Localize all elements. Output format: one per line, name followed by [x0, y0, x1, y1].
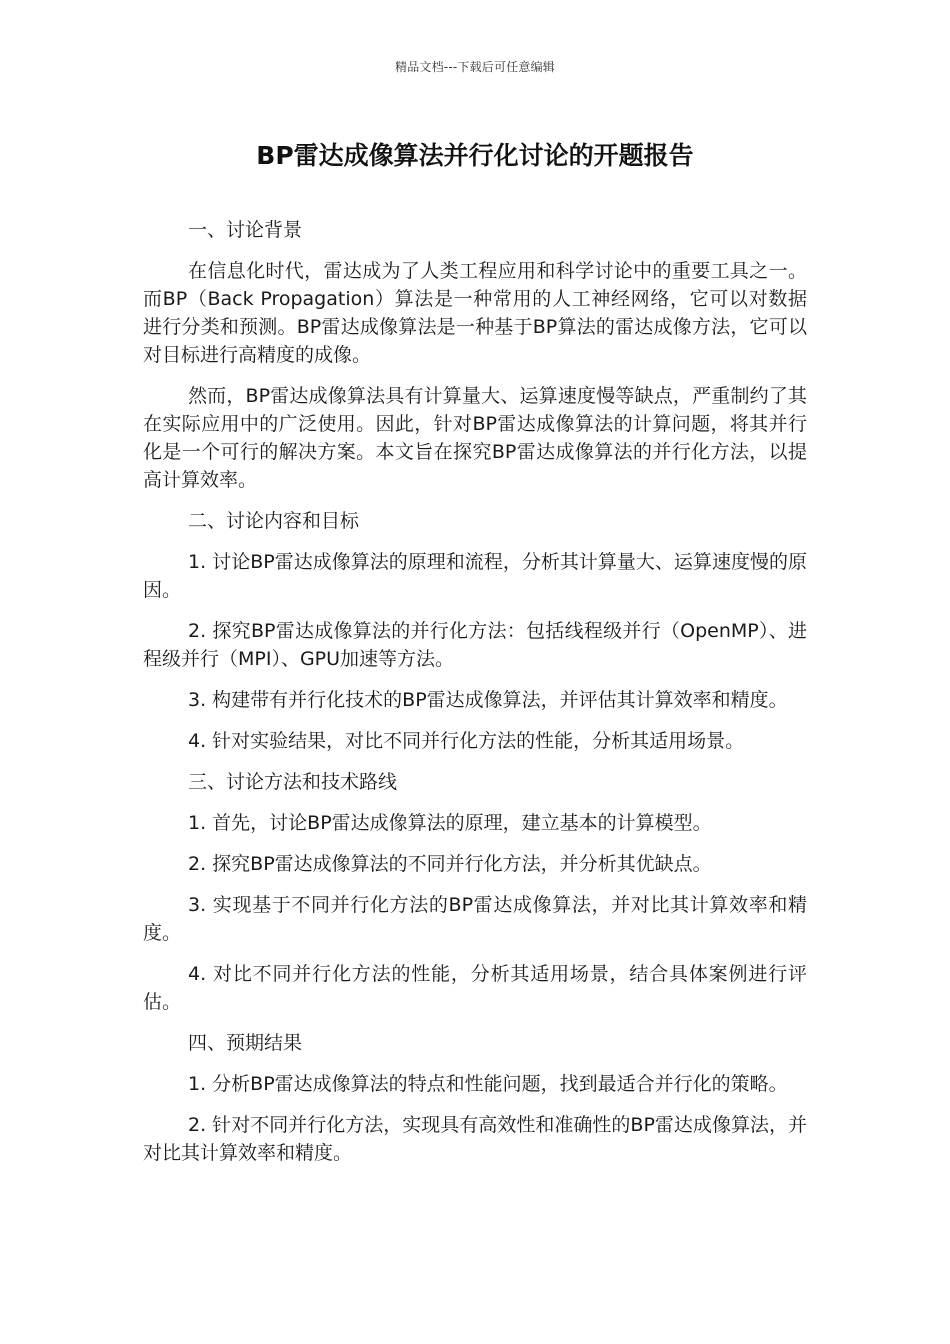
list-item: 4. 针对实验结果，对比不同并行化方法的性能，分析其适用场景。	[188, 730, 745, 752]
header-note: 精品文档---下载后可任意编辑	[395, 60, 555, 74]
list-item: 1. 讨论BP雷达成像算法的原理和流程，分析其计算量大、运算速度慢的原因。	[143, 551, 807, 601]
list-item: 2. 探究BP雷达成像算法的不同并行化方法，并分析其优缺点。	[188, 853, 712, 875]
list-item: 3. 构建带有并行化技术的BP雷达成像算法，并评估其计算效率和精度。	[188, 689, 788, 711]
section-heading-methods: 三、讨论方法和技术路线	[188, 771, 398, 793]
list-item: 3. 实现基于不同并行化方法的BP雷达成像算法，并对比其计算效率和精度。	[143, 894, 807, 944]
document-title: BP雷达成像算法并行化讨论的开题报告	[256, 141, 694, 170]
document-body	[143, 216, 807, 1180]
list-item: 2. 探究BP雷达成像算法的并行化方法：包括线程级并行（OpenMP）、进程级并行（MPI）、GPU加速等方法。	[143, 620, 807, 670]
section-heading-background: 一、讨论背景	[188, 219, 303, 241]
paragraph: 在信息化时代，雷达成为了人类工程应用和科学讨论中的重要工具之一。而BP（Back Propagation）算法是一种常用的人工神经网络，它可以对数据进行分类和预测。BP雷达成像算法是一种基于BP算法的雷达成像方法，它可以对目标进行高精度的成像。	[143, 260, 807, 366]
list-item: 1. 分析BP雷达成像算法的特点和性能问题，找到最适合并行化的策略。	[188, 1073, 788, 1095]
paragraph: 然而，BP雷达成像算法具有计算量大、运算速度慢等缺点，严重制约了其在实际应用中的广泛使用。因此，针对BP雷达成像算法的计算问题，将其并行化是一个可行的解决方案。本文旨在探究BP雷达成像算法的并行化方法，以提高计算效率。	[143, 385, 807, 491]
list-item: 1. 首先，讨论BP雷达成像算法的原理，建立基本的计算模型。	[188, 812, 712, 834]
list-item: 2. 针对不同并行化方法，实现具有高效性和准确性的BP雷达成像算法，并对比其计算效率和精度。	[143, 1114, 807, 1164]
section-heading-content-goals: 二、讨论内容和目标	[188, 510, 360, 532]
list-item: 4. 对比不同并行化方法的性能，分析其适用场景，结合具体案例进行评估。	[143, 963, 807, 1013]
section-heading-expected-results: 四、预期结果	[188, 1032, 303, 1054]
